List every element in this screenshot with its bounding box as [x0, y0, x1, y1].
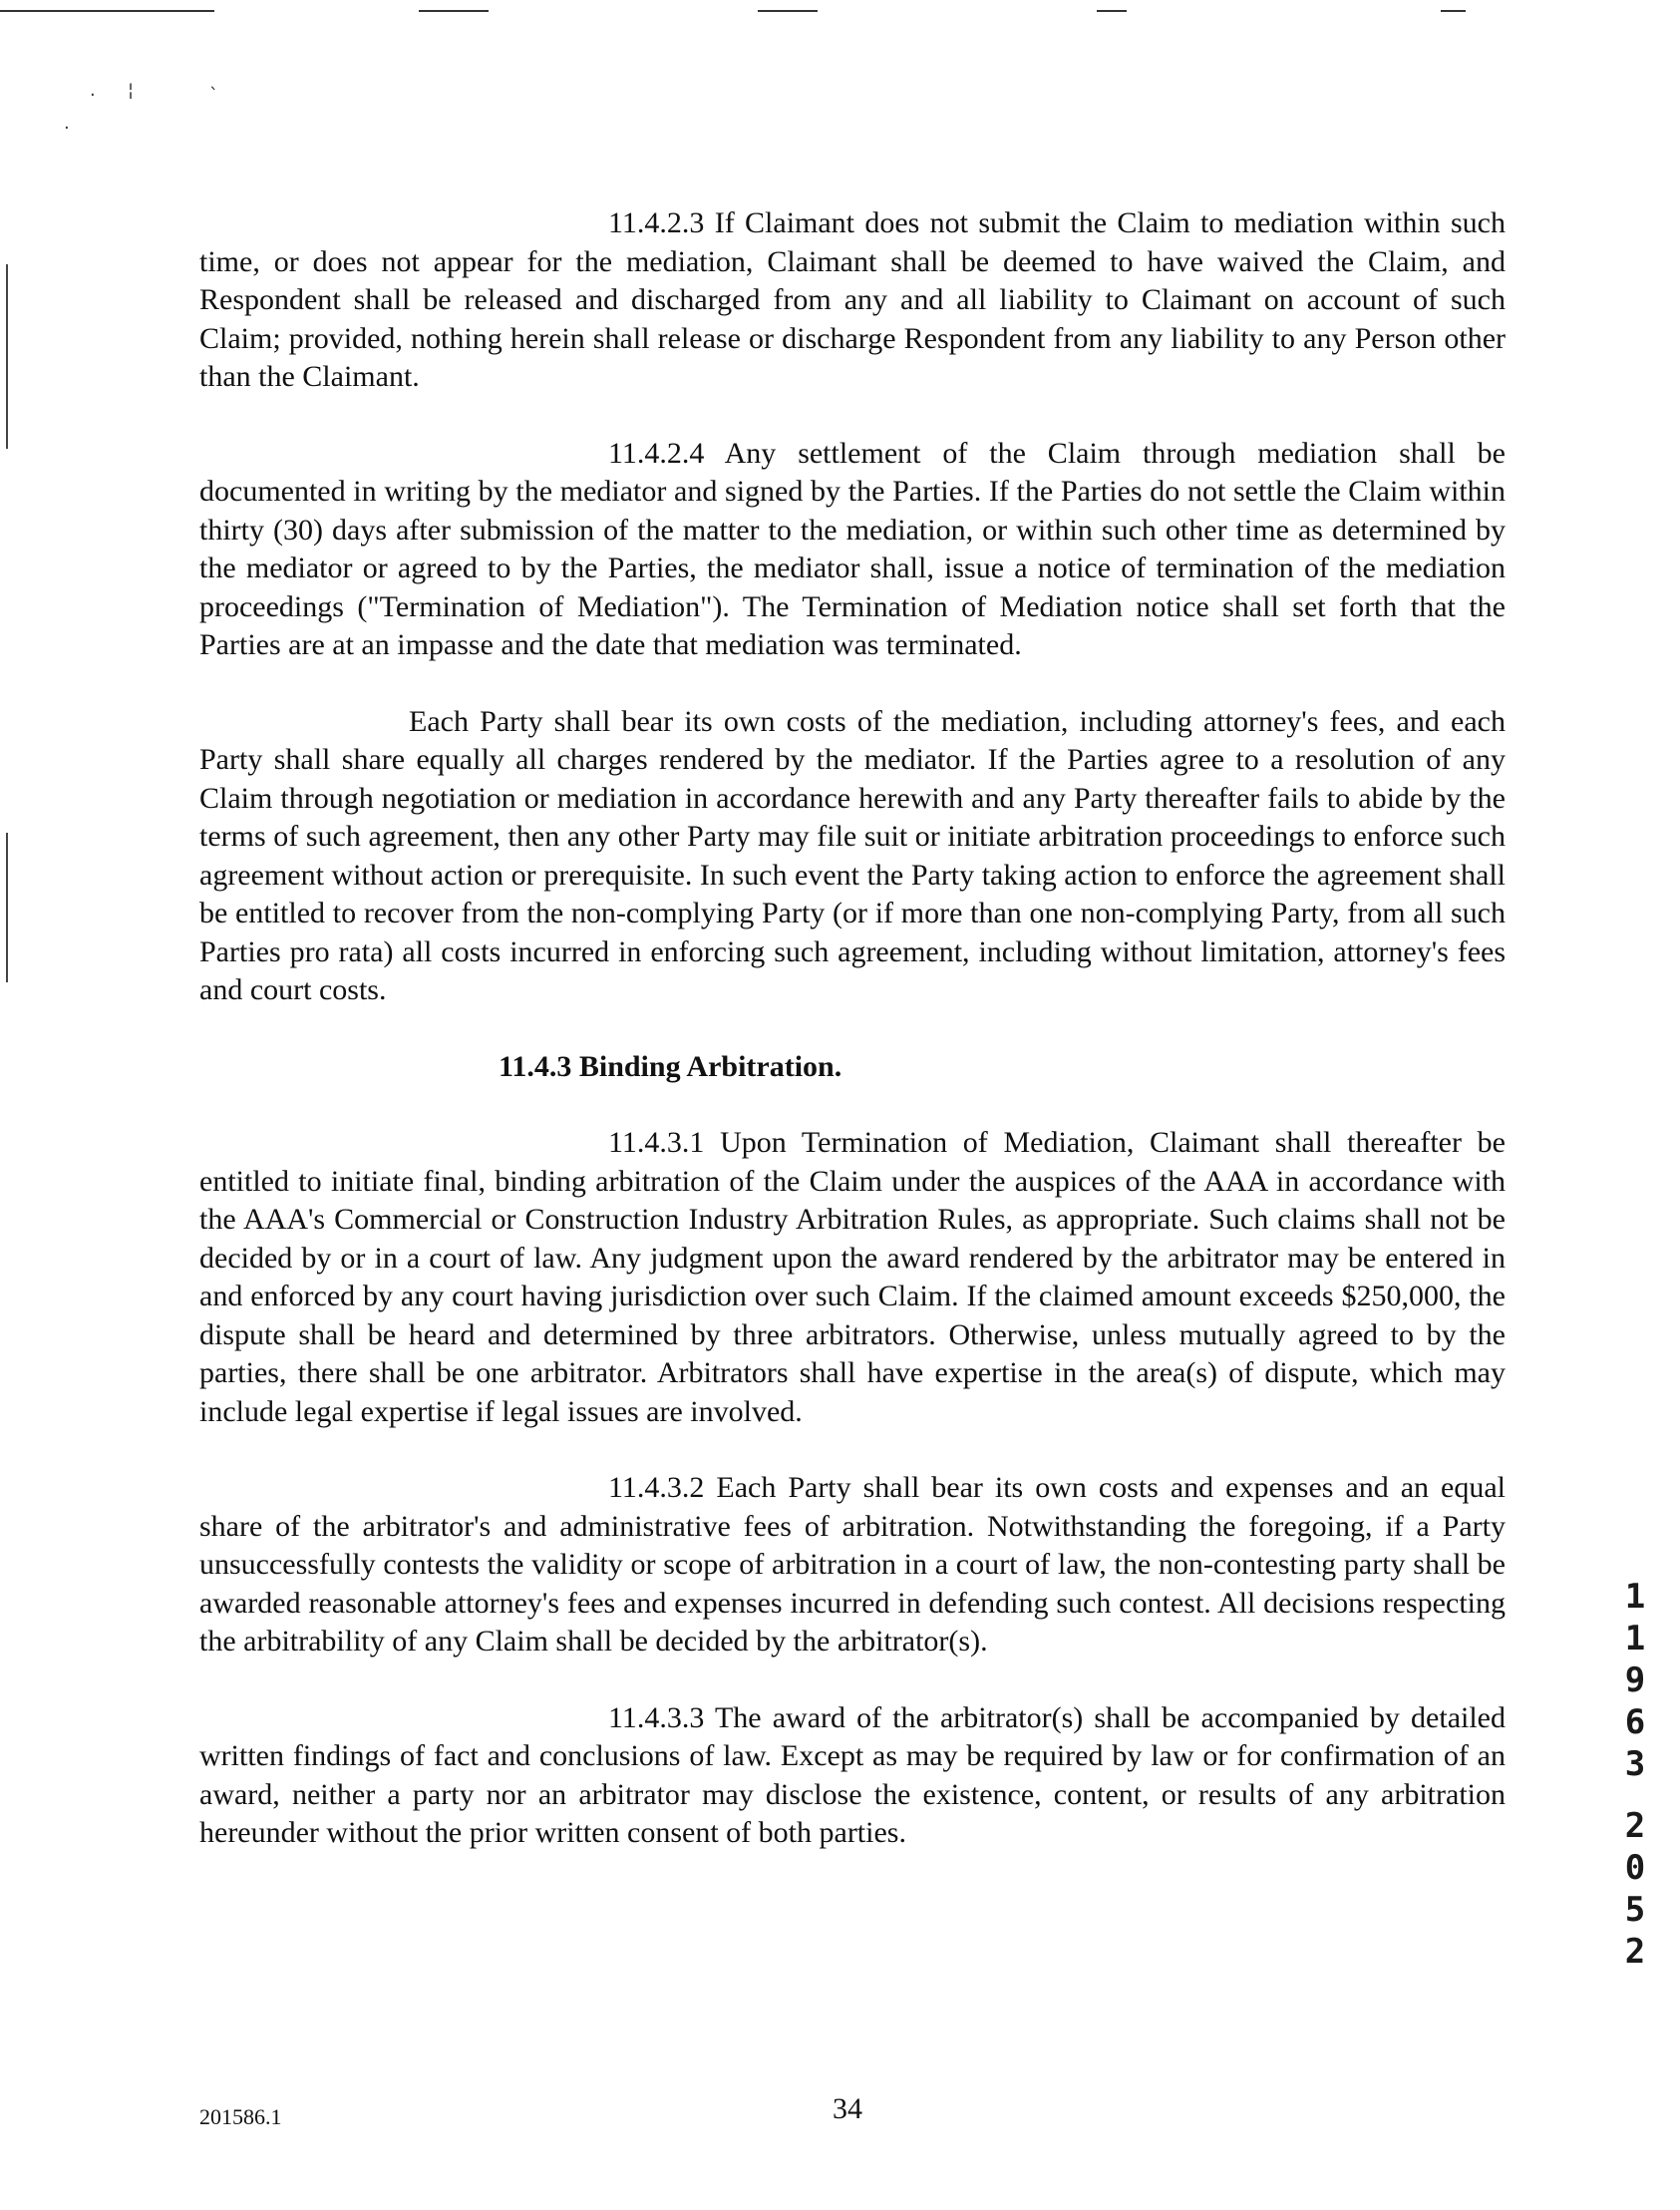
stamp-digit: 1 [1624, 1577, 1646, 1617]
paragraph-11-4-2-4: 11.4.2.4 Any settlement of the Claim through mediation shall be documented in writing by the mediator and signed by the Parties. If the Parties do not settle the Claim within thirty (30) days after submission of the matter to the mediation, or within such other time as determined by the mediator or agreed to by the Parties, the mediator shall, issue a notice of termination of the mediation proceedings ("Termination of Mediation"). The Termination of Mediation notice shall set forth that the Parties are at an impasse and the date that mediation was terminated. [199, 436, 1506, 661]
section-heading: 11.4.3 Binding Arbitration. [499, 1049, 842, 1083]
stamp-digit: 3 [1624, 1744, 1646, 1784]
paragraph-11-4-2-3: 11.4.2.3 If Claimant does not submit the Claim to mediation within such time, or does not appear for the mediation, Claimant shall be deemed to have waived the Claim, and Respondent shall be released and discharged from any and all liability to Claimant on account of such Claim; provided, nothing herein shall release or discharge Respondent from any liability to any Person other than the Claimant. [199, 206, 1506, 393]
stamp-digit: 9 [1624, 1660, 1646, 1700]
stamp-digit: 6 [1624, 1702, 1646, 1742]
scan-speck: ¦ [128, 80, 135, 101]
recording-stamp-lower [1615, 1805, 1655, 1973]
stamp-digit: 2 [1624, 1932, 1646, 1972]
margin-bar [6, 833, 8, 982]
document-body [199, 204, 1506, 1891]
paragraph-11-4-3-1: 11.4.3.1 Upon Termination of Mediation, Claimant shall thereafter be entitled to initiate final, binding arbitration of the Claim under the auspices of the AAA in accordance with the AAA's Commercial or Construction Industry Arbitration Rules, as appropriate. Such claims shall not be decided by or in a court of law. Any judgment upon the award rendered by the arbitrator may be entered in and enforced by any court having jurisdiction over such Claim. If the claimed amount exceeds $250,000, the dispute shall be heard and determined by three arbitrators. Otherwise, unless mutually agreed to by the parties, there shall be one arbitrator. Arbitrators shall have expertise in the area(s) of dispute, which may include legal expertise if legal issues are involved. [199, 1126, 1506, 1428]
scan-rule [0, 10, 214, 12]
scan-rule [419, 10, 489, 12]
stamp-digit: 5 [1624, 1890, 1646, 1930]
stamp-digit: 1 [1624, 1619, 1646, 1658]
paragraph-11-4-3-3: 11.4.3.3 The award of the arbitrator(s) shall be accompanied by detailed written findings of fact and conclusions of law. Except as may be required by law or for confirmation of an award, neither a party nor an arbitrator may disclose the existence, content, or results of any arbitration hereunder without the prior written consent of both parties. [199, 1700, 1506, 1849]
scan-speck: · [64, 118, 70, 139]
stamp-digit: 2 [1624, 1806, 1646, 1846]
scan-speck: ` [209, 85, 218, 106]
document-code: 201586.1 [199, 2104, 282, 2129]
scan-speck: · [90, 85, 96, 106]
stamp-digit: 0 [1624, 1848, 1646, 1888]
paragraph-mediation-costs: Each Party shall bear its own costs of the mediation, including attorney's fees, and each Party shall share equally all charges rendered by the mediator. If the Parties agree to a resolution of any Claim through negotiation or mediation in accordance herewith and any Party thereafter fails to abide by the terms of such agreement, then any other Party may file suit or initiate arbitration proceedings to enforce such agreement without action or prerequisite. In such event the Party taking action to enforce the agreement shall be entitled to recover from the non-complying Party (or if more than one non-complying Party, from all such Parties pro rata) all costs incurred in enforcing such agreement, including without limitation, attorney's fees and court costs. [199, 704, 1506, 1006]
paragraph-11-4-3-2: 11.4.3.2 Each Party shall bear its own costs and expenses and an equal share of the arbitrator's and administrative fees of arbitration. Notwithstanding the foregoing, if a Party unsuccessfully contests the validity or scope of arbitration in a court of law, the non-contesting party shall be awarded reasonable attorney's fees and expenses incurred in defending such contest. All decisions respecting the arbitrability of any Claim shall be decided by the arbitrator(s). [199, 1471, 1506, 1658]
page-number: 34 [833, 2092, 862, 2125]
scan-rule [1097, 10, 1127, 12]
scan-rule [1441, 10, 1466, 12]
recording-stamp-upper [1615, 1576, 1655, 1785]
margin-bar [6, 264, 8, 449]
scan-rule [758, 10, 818, 12]
